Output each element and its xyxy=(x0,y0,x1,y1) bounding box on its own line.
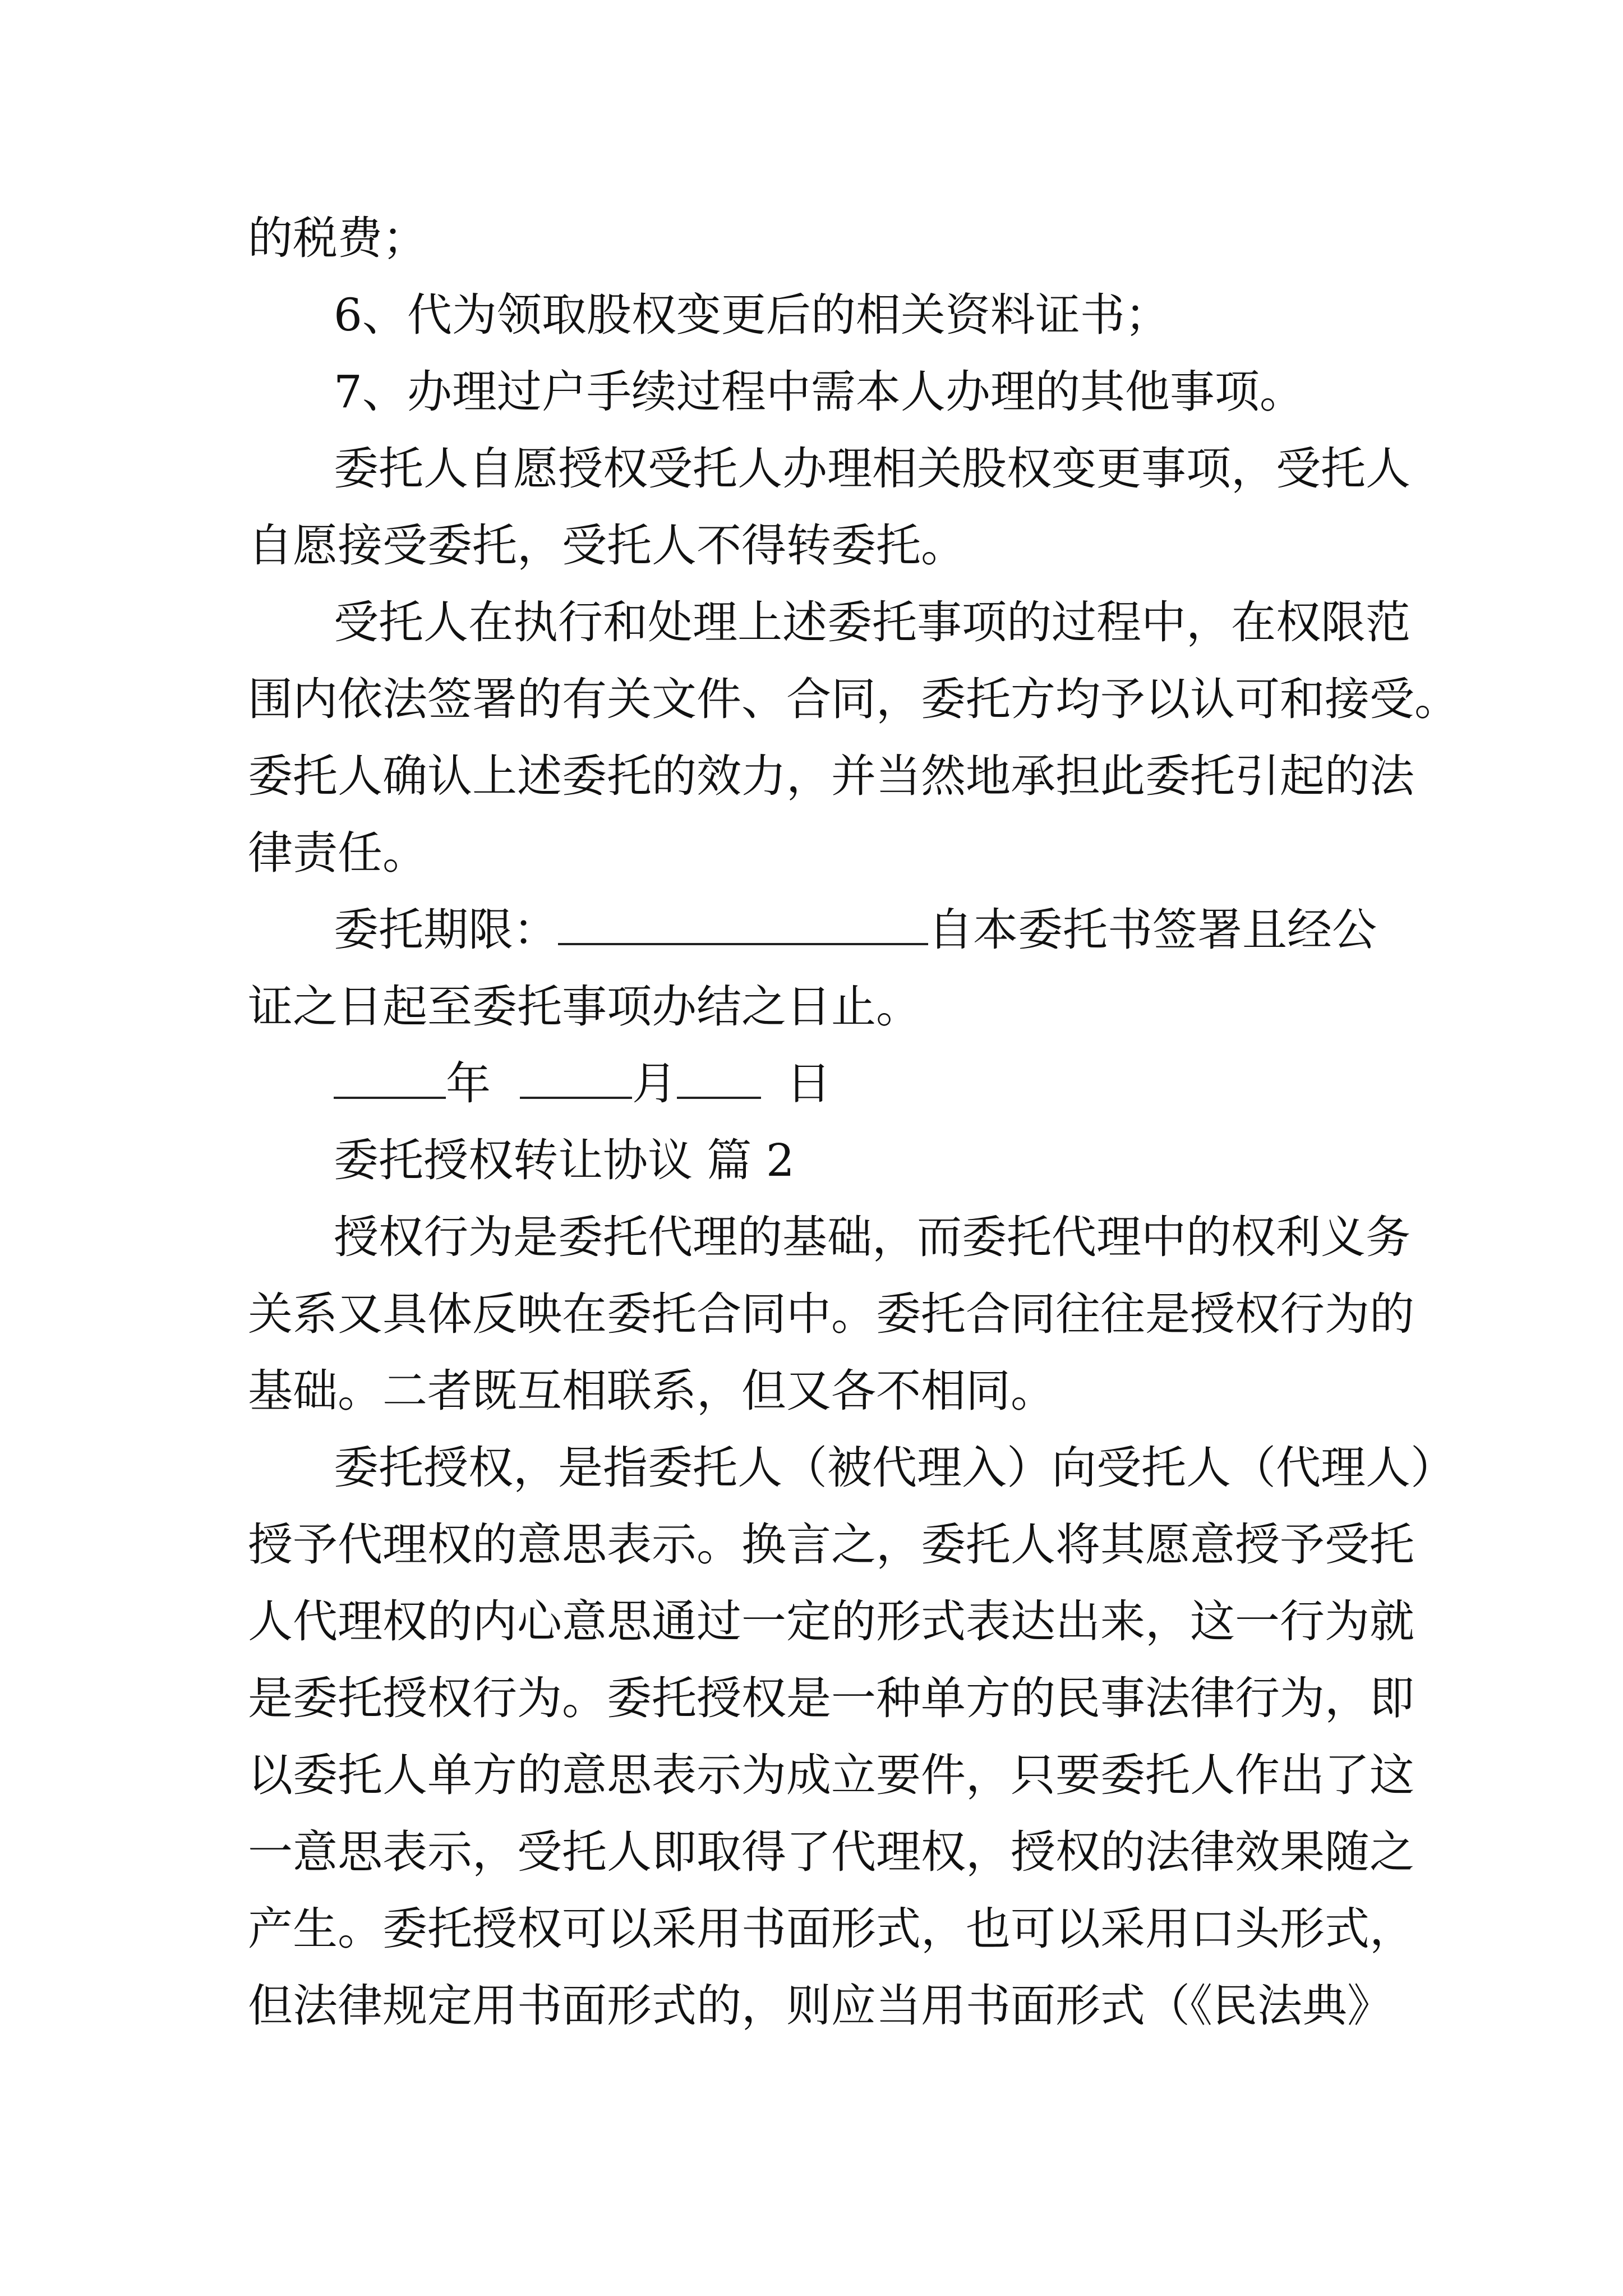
paragraph-line: 但法律规定用书面形式的，则应当用书面形式（《民法典》 xyxy=(248,1980,1392,2032)
year-blank[interactable] xyxy=(334,1060,446,1099)
paragraph-line: 委托人自愿授权受托人办理相关股权变更事项，受托人 xyxy=(334,443,1410,495)
paragraph-line: 一意思表示，受托人即取得了代理权，授权的法律效果随之 xyxy=(248,1826,1414,1878)
paragraph-line: 委托人确认上述委托的效力，并当然地承担此委托引起的法 xyxy=(248,750,1414,802)
paragraph-line: 授予代理权的意思表示。换言之，委托人将其愿意授予受托 xyxy=(248,1519,1414,1571)
paragraph-line: 以委托人单方的意思表示为成立要件，只要委托人作出了这 xyxy=(248,1749,1414,1801)
month-blank[interactable] xyxy=(520,1060,632,1099)
year-label: 年 xyxy=(446,1057,491,1110)
term-blank[interactable] xyxy=(558,906,928,945)
paragraph-line: 围内依法签署的有关文件、合同，委托方均予以认可和接受。 xyxy=(248,673,1459,725)
paragraph-line: 授权行为是委托代理的基础，而委托代理中的权利义务 xyxy=(334,1211,1410,1263)
paragraph-line: 人代理权的内心意思通过一定的形式表达出来，这一行为就 xyxy=(248,1595,1414,1648)
term-continuation: 证之日起至委托事项办结之日止。 xyxy=(248,981,921,1033)
list-item-6: 6、代为领取股权变更后的相关资料证书； xyxy=(334,289,1170,341)
paragraph-line: 产生。委托授权可以采用书面形式，也可以采用口头形式， xyxy=(248,1903,1414,1955)
paragraph-line: 关系又具体反映在委托合同中。委托合同往往是授权行为的 xyxy=(248,1288,1414,1340)
date-line xyxy=(334,1050,831,1117)
list-item-7: 7、办理过户手续过程中需本人办理的其他事项。 xyxy=(334,366,1304,418)
month-label: 月 xyxy=(632,1057,677,1110)
paragraph-line: 自愿接受委托，受托人不得转委托。 xyxy=(248,519,966,572)
paragraph-line: 律责任。 xyxy=(248,827,427,879)
paragraph-line: 受托人在执行和处理上述委托事项的过程中，在权限范 xyxy=(334,596,1410,648)
day-blank[interactable] xyxy=(677,1060,761,1099)
term-label: 委托期限： xyxy=(334,904,558,956)
paragraph-line: 是委托授权行为。委托授权是一种单方的民事法律行为，即 xyxy=(248,1672,1414,1724)
paragraph-line: 基础。二者既互相联系，但又各不相同。 xyxy=(248,1365,1055,1417)
term-line xyxy=(334,896,1377,964)
text-line-1: 的税费； xyxy=(248,212,427,264)
term-text: 自本委托书签署且经公 xyxy=(928,904,1377,956)
day-label: 日 xyxy=(786,1057,831,1110)
paragraph-line: 委托授权，是指委托人（被代理入）向受托人（代理人） xyxy=(334,1442,1455,1494)
section-title: 委托授权转让协议 篇 2 xyxy=(334,1134,795,1186)
